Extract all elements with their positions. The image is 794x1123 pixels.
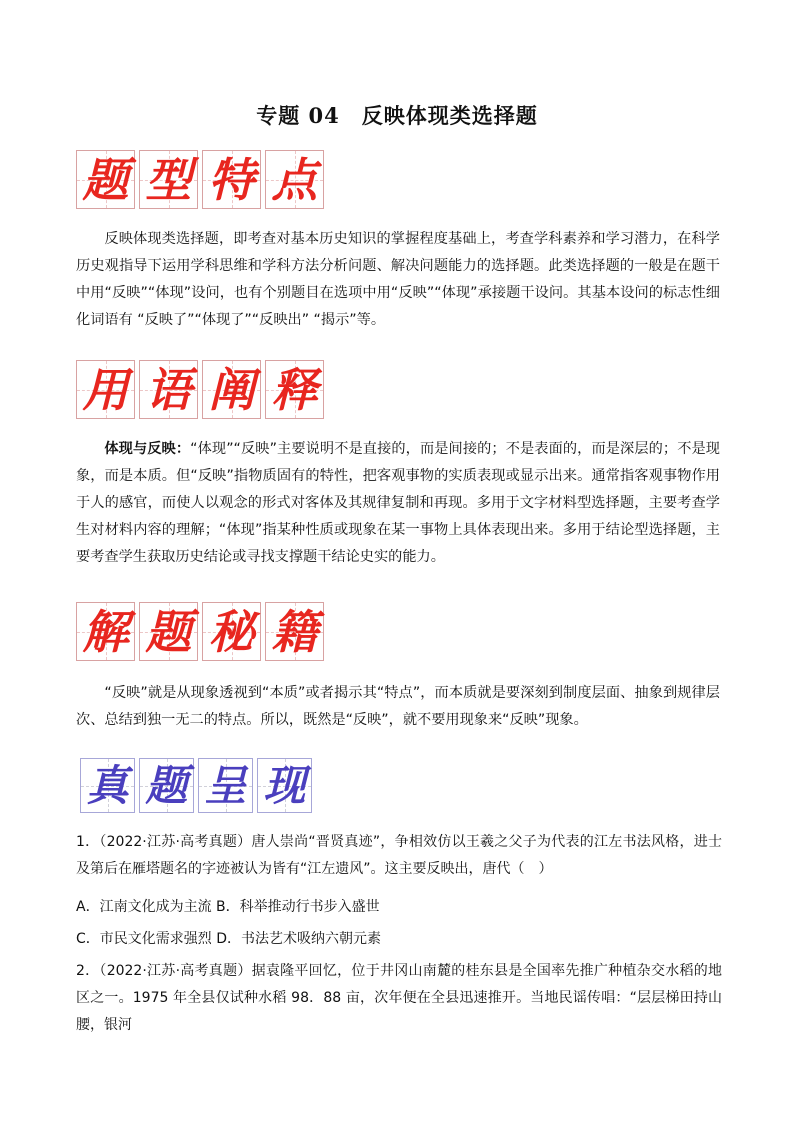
banner-tile	[202, 602, 261, 661]
question-1-options-cd: C．市民文化需求强烈 D．书法艺术吸纳六朝元素	[76, 931, 382, 947]
term-body: “体现”“反映”主要说明不是直接的，而是间接的；不是表面的，而是深层的；不是现象，而是本质。但“反映”指物质固有的特性，把客观事物的实质表现或显示出来。通常指客观事物作用于人的感官，而使人以观念的形式对客体及其规律复制和再现。多用于文字材料型选择题，主要考查学生对材料内容的理解；“体现”指某种性质或现象在某一事物上具体表现出来。多用于结论型选择题，主要考查学生获取历史结论或寻找支撑题干结论史实的能力。	[76, 441, 720, 565]
page-title: 专题 04 反映体现类选择题	[256, 103, 538, 128]
banner-question-features	[76, 150, 324, 209]
banner-tile	[202, 360, 261, 419]
banner-solving-secrets	[76, 602, 324, 661]
banner-term-explanation	[76, 360, 324, 419]
banner-char: 点	[271, 152, 318, 207]
banner-tile	[265, 150, 324, 209]
section-secrets-text: “反映”就是从现象透视到“本质”或者揭示其“特点”，而本质就是要深刻到制度层面、抽象到规律层次、总结到独一无二的特点。所以，既然是“反映”，就不要用现象来“反映”现象。	[76, 685, 720, 728]
section-terms-text	[76, 436, 720, 571]
banner-char: 秘	[208, 604, 255, 659]
banner-tile	[139, 758, 194, 813]
banner-char: 释	[271, 362, 318, 417]
banner-char: 特	[208, 152, 255, 207]
banner-tile	[139, 602, 198, 661]
banner-char: 题	[145, 604, 192, 659]
banner-tile	[76, 602, 135, 661]
banner-char: 解	[82, 604, 129, 659]
banner-tile	[80, 758, 135, 813]
banner-char: 语	[145, 362, 192, 417]
banner-char: 真	[86, 760, 129, 810]
banner-char: 现	[263, 760, 306, 810]
banner-real-exam	[80, 758, 312, 813]
section-features-text: 反映体现类选择题，即考查对基本历史知识的掌握程度基础上，考查学科素养和学习潜力，在科学历史观指导下运用学科思维和学科方法分析问题、解决问题能力的选择题。此类选择题的一般是在题干中用“反映”“体现”设问，也有个别题目在选项中用“反映”“体现”承接题干设问。其基本设问的标志性细化词语有 “反映了”“体现了”“反映出” “揭示”等。	[76, 231, 720, 328]
banner-char: 用	[82, 362, 129, 417]
banner-tile	[139, 360, 198, 419]
banner-char: 型	[145, 152, 192, 207]
banner-tile	[76, 360, 135, 419]
term-lead: 体现与反映：	[104, 441, 191, 457]
banner-tile	[76, 150, 135, 209]
question-2-stem: 2．（2022·江苏·高考真题）据袁隆平回忆，位于井冈山南麓的桂东县是全国率先推广种植杂交水稻的地区之一。1975 年全县仅试种水稻 98．88 亩，次年便在全县迅速推开。当地民谣传唱：“层层梯田持山腰，银河	[76, 963, 722, 1033]
banner-tile	[265, 360, 324, 419]
banner-tile	[257, 758, 312, 813]
banner-char: 题	[145, 760, 188, 810]
banner-char: 题	[82, 152, 129, 207]
question-1-stem: 1．（2022·江苏·高考真题）唐人崇尚“晋贤真迹”，争相效仿以王羲之父子为代表的江左书法风格，进士及第后在雁塔题名的字迹被认为皆有“江左遗风”。这主要反映出，唐代（ ）	[76, 834, 722, 877]
banner-tile	[265, 602, 324, 661]
question-1-options-ab: A．江南文化成为主流 B．科举推动行书步入盛世	[76, 899, 380, 915]
banner-char: 籍	[271, 604, 318, 659]
banner-tile	[198, 758, 253, 813]
banner-char: 阐	[208, 362, 255, 417]
banner-tile	[139, 150, 198, 209]
banner-char: 呈	[204, 760, 247, 810]
banner-tile	[202, 150, 261, 209]
